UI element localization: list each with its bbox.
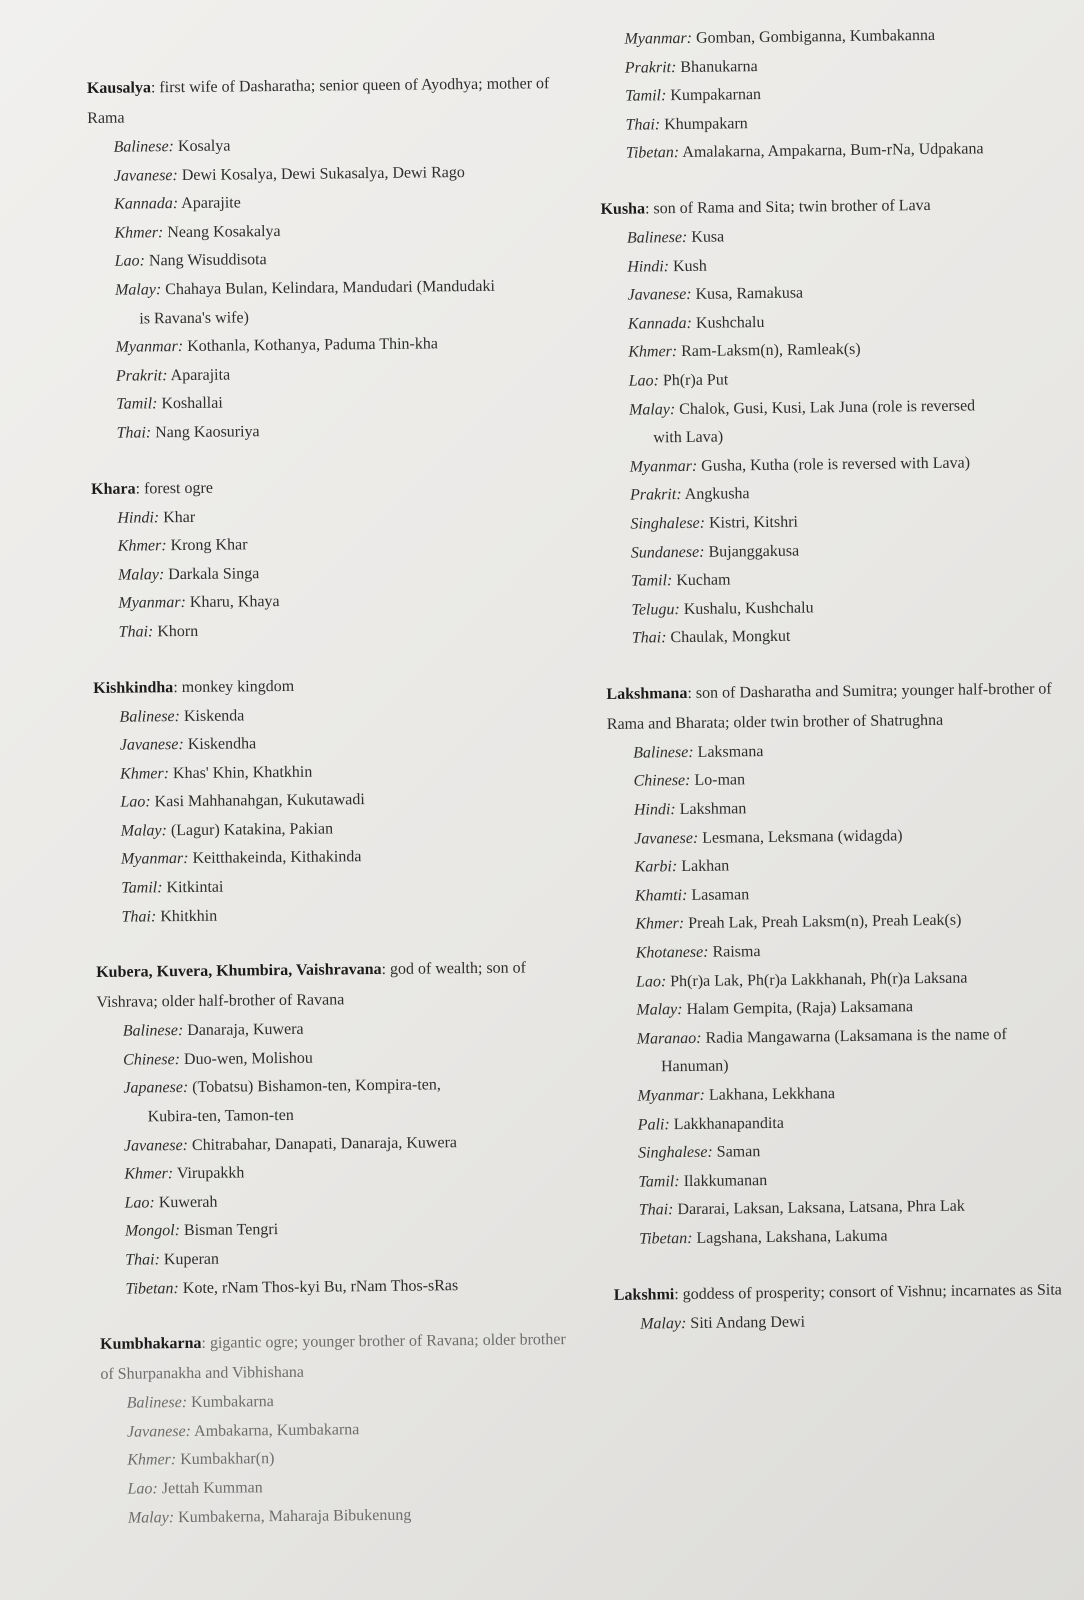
variant-text: Kasi Mahhanahgan, Kukutawadi (154, 791, 365, 811)
variant-name (102, 1500, 572, 1534)
dictionary-entry (614, 1275, 1084, 1339)
language-label: Lao: (124, 1194, 155, 1212)
language-label: Javanese: (126, 1422, 192, 1441)
variant-text: (Tobatsu) Bishamon-ten, Kompira-ten, (192, 1076, 441, 1097)
language-label: Balinese: (122, 1022, 184, 1040)
variant-text: Ram-Laksm(n), Ramleak(s) (681, 341, 861, 361)
language-label: Myanmar: (637, 1086, 706, 1105)
headword: Kishkindha (93, 678, 174, 697)
variant-text: Angkusha (684, 485, 750, 504)
language-label: Singhalese: (630, 514, 706, 533)
language-label: Sundanese: (630, 543, 705, 562)
variant-continuation: Hanuman) (660, 1057, 729, 1076)
variant-text: Keitthakeinda, Kithakinda (192, 848, 362, 868)
language-label: Thai: (631, 629, 667, 647)
language-label: Malay: (117, 565, 165, 584)
variant-text: Danaraja, Kuwera (187, 1021, 304, 1040)
variant-text: Amalakarna, Ampakarna, Bum-rNa, Udpakana (682, 140, 984, 162)
variant-text: Radia Mangawarna (Laksamana is the name of (705, 1025, 1007, 1047)
variant-text: Kusa, Ramakusa (695, 284, 804, 303)
variant-text: Nang Wisuddisota (148, 251, 267, 270)
language-label: Javanese: (634, 829, 699, 848)
language-label: Khmer: (120, 764, 170, 783)
variant-text: Nang Kaosuriya (155, 423, 260, 442)
variant-text: Kusa (691, 228, 725, 246)
language-label: Khmer: (127, 1451, 177, 1470)
headword: Kusha (600, 200, 646, 218)
variant-text: Bhanukarna (680, 57, 758, 76)
language-label: Singhalese: (637, 1143, 713, 1162)
variant-continuation: with Lava) (653, 428, 724, 447)
language-label: Lao: (635, 972, 667, 991)
variant-text: Khitkhin (160, 907, 218, 925)
language-label: Khamti: (634, 886, 688, 905)
headword: Khara (91, 480, 136, 498)
language-label: Lao: (114, 252, 146, 271)
variant-text: Khar (163, 508, 196, 526)
entry-headline (96, 953, 567, 1018)
language-label: Balinese: (126, 1394, 188, 1412)
variant-text: Chahaya Bulan, Kelindara, Mandudari (Mandudaki (165, 277, 495, 299)
language-label: Khmer: (124, 1165, 174, 1183)
language-label: Tibetan: (125, 1279, 179, 1298)
variant-text: Kumpakarnan (670, 86, 762, 105)
language-label: Chinese: (123, 1050, 181, 1069)
language-label: Mongol: (124, 1222, 181, 1241)
variant-text: Virupakkh (176, 1164, 245, 1183)
headword: Kausalya (86, 79, 152, 97)
variant-continuation: Kubira-ten, Tamon-ten (147, 1106, 294, 1126)
variant-text: Gomban, Gombiganna, Kumbakanna (695, 26, 936, 47)
variant-text: Aparajita (170, 366, 231, 384)
definition: : monkey kingdom (173, 677, 295, 696)
language-label: Javanese: (627, 286, 692, 304)
language-label: Balinese: (119, 707, 181, 726)
variant-text: Kiskendha (187, 735, 257, 754)
language-label: Myanmar: (624, 29, 693, 48)
language-label: Maranao: (636, 1029, 702, 1048)
language-label: Myanmar: (118, 594, 186, 613)
language-label: Telugu: (631, 600, 680, 619)
language-label: Khotanese: (635, 943, 709, 962)
variant-text: Dewi Kosalya, Dewi Sukasalya, Dewi Rago (181, 163, 465, 184)
variant-name (614, 1305, 1084, 1339)
language-label: Prakrit: (115, 366, 168, 385)
variant-text: Laksmana (697, 742, 764, 761)
variant-name (90, 415, 560, 449)
entry-headline (100, 1325, 571, 1390)
language-label: Tamil: (625, 87, 667, 105)
variant-text: Khorn (157, 622, 199, 641)
variant-text: Kote, rNam Thos-kyi Bu, rNam Thos-sRas (182, 1276, 459, 1297)
variant-continuation: is Ravana's wife) (139, 308, 249, 328)
variant-text: Kush (672, 257, 707, 275)
variant-name (89, 272, 559, 306)
language-label: Javanese: (123, 1136, 189, 1155)
variant-text: Chitrabahar, Danapati, Danaraja, Kuwera (191, 1133, 458, 1154)
variant-text: Kosalya (177, 137, 231, 156)
definition: : goddess of prosperity; consort of Vishnu; incarnates as Sita (674, 1280, 1062, 1303)
dictionary-entry (87, 69, 561, 448)
language-label: Balinese: (633, 743, 694, 762)
headword: Lakshmana (606, 684, 688, 703)
language-label: Tibetan: (625, 144, 680, 163)
entry-headline (91, 470, 561, 505)
variant-text: Chalok, Gusi, Kusi, Lak Juna (role is reversed (679, 396, 976, 418)
language-label: Lao: (120, 793, 151, 811)
entry-headline (93, 669, 563, 704)
language-label: Tibetan: (639, 1229, 693, 1248)
language-label: Japanese: (123, 1079, 189, 1098)
variant-text: Kuperan (163, 1250, 220, 1269)
language-label: Prakrit: (629, 486, 682, 504)
variant-name (613, 1220, 1083, 1254)
variant-name (92, 614, 562, 648)
variant-name (95, 899, 565, 933)
language-label: Thai: (625, 116, 661, 134)
language-label: Khmer: (114, 223, 164, 242)
variant-text: Neang Kosakalya (167, 222, 281, 241)
language-label: Hindi: (117, 508, 160, 527)
language-label: Malay: (114, 281, 162, 299)
headword: Lakshmi (613, 1285, 675, 1304)
variant-text: Dararai, Laksan, Laksana, Latsana, Phra Lak (677, 1197, 965, 1219)
variant-text: Saman (716, 1143, 761, 1161)
variant-name (606, 619, 1076, 653)
language-label: Malay: (640, 1314, 687, 1333)
variant-text: Bujanggakusa (708, 542, 800, 561)
variant-text: Kuwerah (158, 1193, 218, 1212)
definition: : first wife of Dasharatha; senior queen of Ayodhya; mother of Rama (87, 75, 550, 127)
variant-text: Khumpakarn (664, 114, 748, 133)
language-label: Lao: (127, 1480, 158, 1498)
variant-text: Duo-wen, Molishou (183, 1049, 313, 1068)
dictionary-entry (91, 470, 563, 648)
variant-text: Ambakarna, Kumbakarna (193, 1420, 360, 1440)
variant-text: Kushchalu (695, 313, 765, 332)
variant-name (99, 1271, 569, 1305)
dictionary-entry (93, 669, 566, 933)
variant-text: Kharu, Khaya (189, 593, 280, 612)
dictionary-entry (100, 1325, 572, 1533)
definition: : son of Rama and Sita; twin brother of Lava (644, 196, 931, 218)
variant-text: Chaulak, Mongkut (670, 627, 791, 647)
language-label: Khmer: (117, 537, 167, 555)
language-label: Thai: (118, 623, 154, 641)
language-label: Lao: (628, 372, 659, 390)
left-column (86, 0, 572, 1533)
language-label: Malay: (636, 1001, 683, 1019)
definition: : forest ogre (135, 479, 213, 498)
variant-text: Kothanla, Kothanya, Paduma Thin-kha (187, 335, 439, 356)
language-label: Malay: (120, 822, 167, 840)
language-label: Thai: (116, 424, 152, 442)
variant-text: Raisma (712, 943, 761, 961)
variant-text: (Lagur) Katakina, Pakian (170, 820, 334, 840)
language-label: Myanmar: (120, 850, 189, 869)
definition: : son of Dasharatha and Sumitra; younger half-brother of Rama and Bharata; older twin brother of Shatrughna (606, 680, 1052, 733)
entry-headline (614, 1275, 1084, 1311)
variant-text: Kiskenda (183, 706, 245, 725)
language-label: Tamil: (638, 1172, 680, 1191)
variant-text: Kumbakerna, Maharaja Bibukenung (178, 1506, 412, 1526)
variant-text: Koshallai (161, 394, 223, 413)
right-column (598, 0, 1084, 1339)
language-label: Javanese: (119, 736, 184, 754)
variant-text: Darkala Singa (168, 564, 260, 583)
language-label: Balinese: (113, 138, 175, 156)
variant-text: Lakhana, Lekkhana (708, 1085, 836, 1104)
language-label: Prakrit: (624, 58, 677, 77)
language-label: Kannada: (627, 314, 693, 333)
variant-text: Bisman Tengri (183, 1221, 279, 1240)
language-label: Thai: (125, 1251, 160, 1269)
language-label: Pali: (637, 1115, 670, 1134)
language-label: Tamil: (630, 572, 673, 590)
language-label: Khmer: (635, 915, 685, 934)
language-label: Myanmar: (115, 338, 184, 356)
headword: Kubera, Kuvera, Khumbira, Vaishravana (96, 961, 382, 982)
language-label: Balinese: (626, 228, 688, 247)
entry-headline (87, 69, 558, 134)
variant-text: Gusha, Kutha (role is reversed with Lava) (701, 454, 971, 475)
variant-text: Kumbakarna (191, 1393, 274, 1412)
variant-text: Kistri, Kitshri (708, 513, 799, 532)
language-label: Tamil: (116, 395, 158, 414)
variant-text: Lasaman (691, 886, 750, 904)
language-label: Thai: (638, 1201, 674, 1219)
variant-text: Halam Gempita, (Raja) Laksamana (686, 998, 914, 1019)
language-label: Hindi: (633, 801, 676, 819)
language-label: Myanmar: (629, 457, 698, 476)
variant-text: Lesmana, Leksmana (widagda) (702, 826, 903, 847)
headword: Kumbhakarna (99, 1335, 202, 1354)
definition: : gigantic ogre; younger brother of Ravana; older brother of Shurpanakha and Vibhishana (100, 1331, 566, 1384)
variant-text: Jettah Kumman (161, 1479, 263, 1498)
definition: : god of wealth; son of Vishrava; older half-brother of Ravana (96, 959, 527, 1012)
dictionary-entry (600, 189, 1076, 654)
variant-text: Lakshman (679, 800, 747, 819)
variant-text: Kucham (676, 571, 731, 590)
variant-text: Ph(r)a Put (662, 371, 729, 390)
language-label: Kannada: (114, 195, 179, 213)
language-label: Thai: (121, 907, 157, 926)
dictionary-entry (96, 953, 570, 1304)
variant-text: Lakhan (681, 857, 730, 876)
variant-text: Aparajite (181, 194, 241, 213)
variant-text: Lo-man (694, 771, 746, 790)
variant-name (600, 135, 1070, 169)
language-label: Hindi: (627, 257, 670, 276)
variant-text: Ph(r)a Lak, Ph(r)a Lakkhanah, Ph(r)a Laksana (670, 969, 968, 990)
variant-text: Ilakkumanan (683, 1171, 768, 1190)
variant-text: Kitkintai (166, 878, 224, 897)
language-label: Javanese: (113, 166, 178, 185)
variant-text: Kushalu, Kushchalu (683, 599, 814, 618)
variant-text: Siti Andang Dewi (690, 1313, 806, 1332)
language-label: Karbi: (634, 858, 678, 876)
language-label: Malay: (127, 1508, 175, 1527)
variant-text: Khas' Khin, Khatkhin (172, 763, 313, 782)
variant-text: Preah Lak, Preah Laksm(n), Preah Leak(s) (688, 912, 962, 933)
language-label: Chinese: (633, 772, 691, 791)
entry-headline (606, 674, 1077, 740)
continued-entry (598, 20, 1070, 169)
language-label: Khmer: (628, 343, 678, 361)
dictionary-entry (606, 674, 1083, 1254)
variant-text: Kumbakhar(n) (180, 1450, 275, 1469)
language-label: Tamil: (121, 879, 163, 897)
language-label: Malay: (628, 400, 676, 419)
variant-text: Krong Khar (170, 536, 248, 555)
variant-text: Lagshana, Lakshana, Lakuma (696, 1227, 888, 1247)
variant-text: Lakkhanapandita (673, 1114, 785, 1133)
